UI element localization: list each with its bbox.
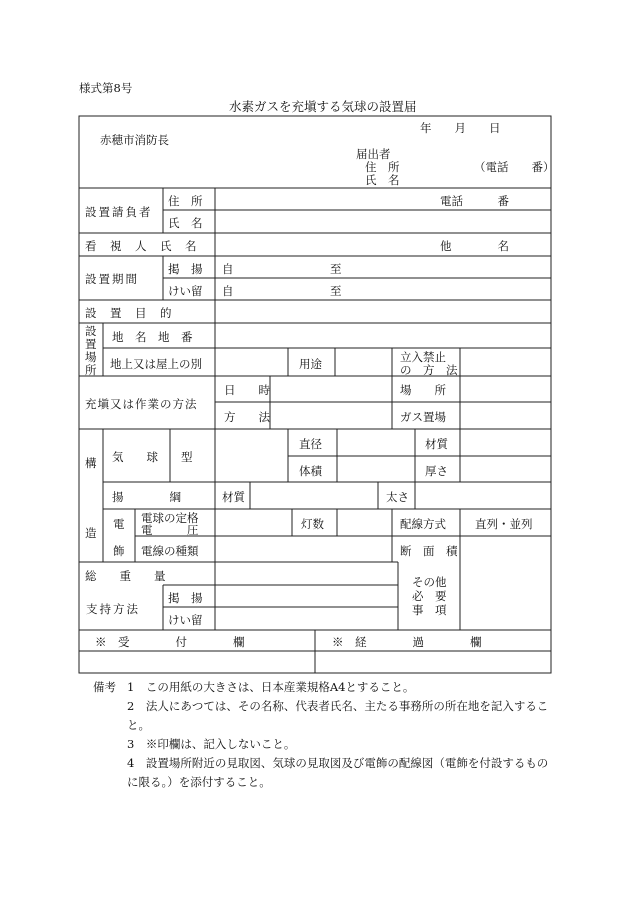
- receipt-label: ※ 受 付 欄: [95, 635, 245, 649]
- support-label: 支持方法: [86, 602, 140, 616]
- diameter-label: 直径: [299, 437, 322, 451]
- support-raise-label: 掲 揚: [168, 591, 203, 605]
- purpose-label: 設 置 目 的: [85, 306, 173, 320]
- elec-label-2: 飾: [113, 544, 125, 558]
- notifier-label: 届出者: [356, 147, 391, 161]
- rope-label: 揚 綱: [112, 490, 181, 504]
- note-3: 3 ※印欄は、記入しないこと。: [127, 737, 296, 751]
- rope-size-label: 太さ: [386, 490, 409, 504]
- wire-kind-label: 電線の種類: [141, 544, 199, 558]
- note-2a: 2 法人にあつては、その名称、代表者氏名、主たる事務所の所在地を記入するこ: [127, 699, 549, 713]
- note-1: 1 この用紙の大きさは、日本産業規格A4とすること。: [127, 680, 415, 694]
- notes-label: 備考: [93, 680, 116, 694]
- period-moor-from: 自: [222, 284, 234, 298]
- addressee: 赤穂市消防長: [100, 133, 169, 147]
- note-4b: に限る。）を添付すること。: [127, 775, 271, 789]
- period-raise-from: 自: [222, 262, 234, 276]
- bulb-rating-label-1: 電球の定格: [141, 511, 199, 525]
- contractor-name-label: 氏 名: [168, 216, 203, 230]
- filling-place-label: 場 所: [400, 383, 446, 397]
- notifier-name-label: 氏 名: [365, 173, 400, 187]
- notifier-phone: （電話 番）: [474, 160, 555, 174]
- supervisor-others: 他 名: [440, 239, 509, 253]
- supervisor-label: 看 視 人 氏 名: [85, 239, 198, 253]
- period-raise-label: 掲 揚: [168, 262, 203, 276]
- other-label-3: 事 項: [412, 603, 447, 617]
- use-label: 用途: [299, 357, 322, 371]
- bulb-rating-label-2: 電 圧: [141, 523, 199, 537]
- other-label-2: 必 要: [412, 589, 447, 603]
- contractor-label: 設置請負者: [85, 205, 153, 219]
- note-2b: と。: [127, 718, 150, 732]
- rope-material-label: 材質: [222, 490, 245, 504]
- filling-datetime-label: 日 時: [224, 383, 270, 397]
- volume-label: 体積: [299, 464, 322, 478]
- period-moor-label: けい留: [168, 284, 203, 298]
- gas-place-label: ガス置場: [400, 410, 446, 424]
- wiring-value: 直列・並列: [475, 517, 533, 531]
- wiring-label: 配線方式: [400, 517, 446, 531]
- material-label: 材質: [425, 437, 448, 451]
- ground-roof-label: 地上又は屋上の別: [110, 357, 202, 371]
- contractor-phone-label: 電話 番: [440, 194, 509, 208]
- period-raise-to: 至: [330, 262, 342, 276]
- note-4a: 4 設置場所附近の見取図、気球の見取図及び電飾の配線図（電飾を付設するもの: [127, 756, 549, 770]
- support-moor-label: けい留: [168, 613, 203, 627]
- filling-method-label: 方 法: [224, 410, 270, 424]
- form-title: 水素ガスを充塡する気球の設置届: [229, 99, 417, 114]
- section-label: 断 面 積: [400, 544, 458, 558]
- thickness-label: 厚さ: [425, 464, 448, 478]
- contractor-address-label: 住 所: [168, 194, 203, 208]
- notifier-address-label: 住 所: [365, 160, 400, 174]
- balloon-type-label: 気 球 型: [112, 450, 193, 464]
- site-lot-label: 地 名 地 番: [112, 330, 193, 344]
- date-field: 年 月 日: [420, 121, 501, 135]
- restrict-label-1: 立入禁止: [400, 350, 446, 364]
- other-label-1: その他: [412, 575, 447, 589]
- period-label: 設置期間: [85, 272, 139, 286]
- weight-label: 総 重 量: [85, 569, 166, 583]
- filling-label: 充塡又は作業の方法: [85, 397, 198, 411]
- progress-label: ※ 経 過 欄: [332, 635, 482, 649]
- structure-label-2: 造: [85, 526, 97, 540]
- restrict-label-2: の 方 法: [400, 363, 458, 377]
- bulbs-label: 灯数: [301, 517, 324, 531]
- form-number: 様式第8号: [79, 81, 133, 95]
- period-moor-to: 至: [330, 284, 342, 298]
- site-label: 設置場所: [85, 324, 97, 377]
- elec-label-1: 電: [113, 517, 125, 531]
- structure-label-1: 構: [85, 456, 97, 470]
